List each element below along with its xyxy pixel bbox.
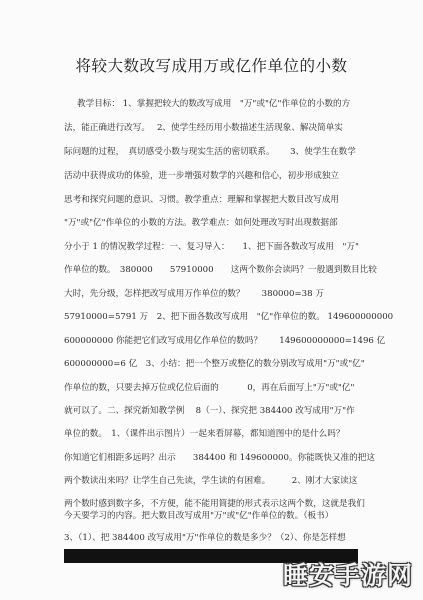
body-line: 际问题的过程， 真切感受小数与现实生活的密切联系。 3、使学生在数学	[64, 147, 356, 157]
body-line: 今天要学习的内容。把大数目改写成用"万"或"亿"作单位的数。（板书）	[64, 511, 334, 521]
body-line: "万"或"亿"作单位的小数的方法。教学难点：如何处理改写时出现数据部	[64, 218, 338, 228]
body-line: 就可以了。二、探究新知教学例 8（一）、探究把 384400 改写成用"万"作	[64, 406, 355, 416]
body-line: 你知道它们相距多远吗？出示 384400 和 149600000。你能既快又准的把这	[64, 453, 375, 463]
body-line: 活动中获得成功的体验，进一步增强对数学的兴趣和信心，初步形成独立	[64, 171, 340, 181]
body-line: 教学目标： 1、掌握把较大的数改写成用 "万"或"亿"作单位的小数的方	[77, 99, 351, 109]
document-title: 将较大数改写成用万或亿作单位的小数	[75, 57, 348, 75]
body-line: 单位的数。 1、（课件出示图片）一起来看屏幕，都知道图中的是什么吗？	[64, 429, 345, 439]
body-line: 3、（1）、把 384400 改写成用"万"作单位的数是多少？（2）、你是怎样想	[64, 533, 346, 543]
body-line: 两个数时感到数字多，不方便，能不能用简捷的形式表示这两个数，这就是我们	[64, 499, 365, 509]
body-line: 600000000 你能把它们改写成用亿作单位的数吗？ 149600000000=1496 亿	[64, 336, 386, 346]
site-watermark: 睡安手游网	[282, 561, 413, 590]
body-line: 思考和探究问题的意识、习惯。教学重点：理解和掌握把大数目改写成用	[64, 195, 340, 205]
body-line: 57910000=5791 万 2、把下面各数改写成用 "亿"作单位的数。 149600000000	[64, 312, 394, 322]
body-line: 作单位的数。 380000 57910000 这两个数你会读吗？一般遇到数目比较	[64, 265, 377, 275]
body-line: 大时，先分级，怎样把改写成用万作单位的数？ 380000=38 万	[64, 289, 324, 299]
body-line: 法，能正确进行改写。 2、使学生经历用小数描述生活现象、解决简单实	[64, 123, 343, 133]
body-line: 分小于 1 的情况教学过程：一、复习导入： 1、把下面各数改写成用 "万"	[64, 242, 360, 252]
body-line: 两个数读出来吗？让学生自己先读，学生读的有困难。 2、刚才大家读这	[64, 476, 358, 486]
body-line: 作单位的数，只要去掉万位或亿位后面的 0，再在后面写上"万"或"亿"	[64, 383, 355, 393]
body-line: 600000000=6 亿 3、小结：把一个整万或整亿的数分别改写成用"万"或"亿"	[64, 359, 365, 369]
